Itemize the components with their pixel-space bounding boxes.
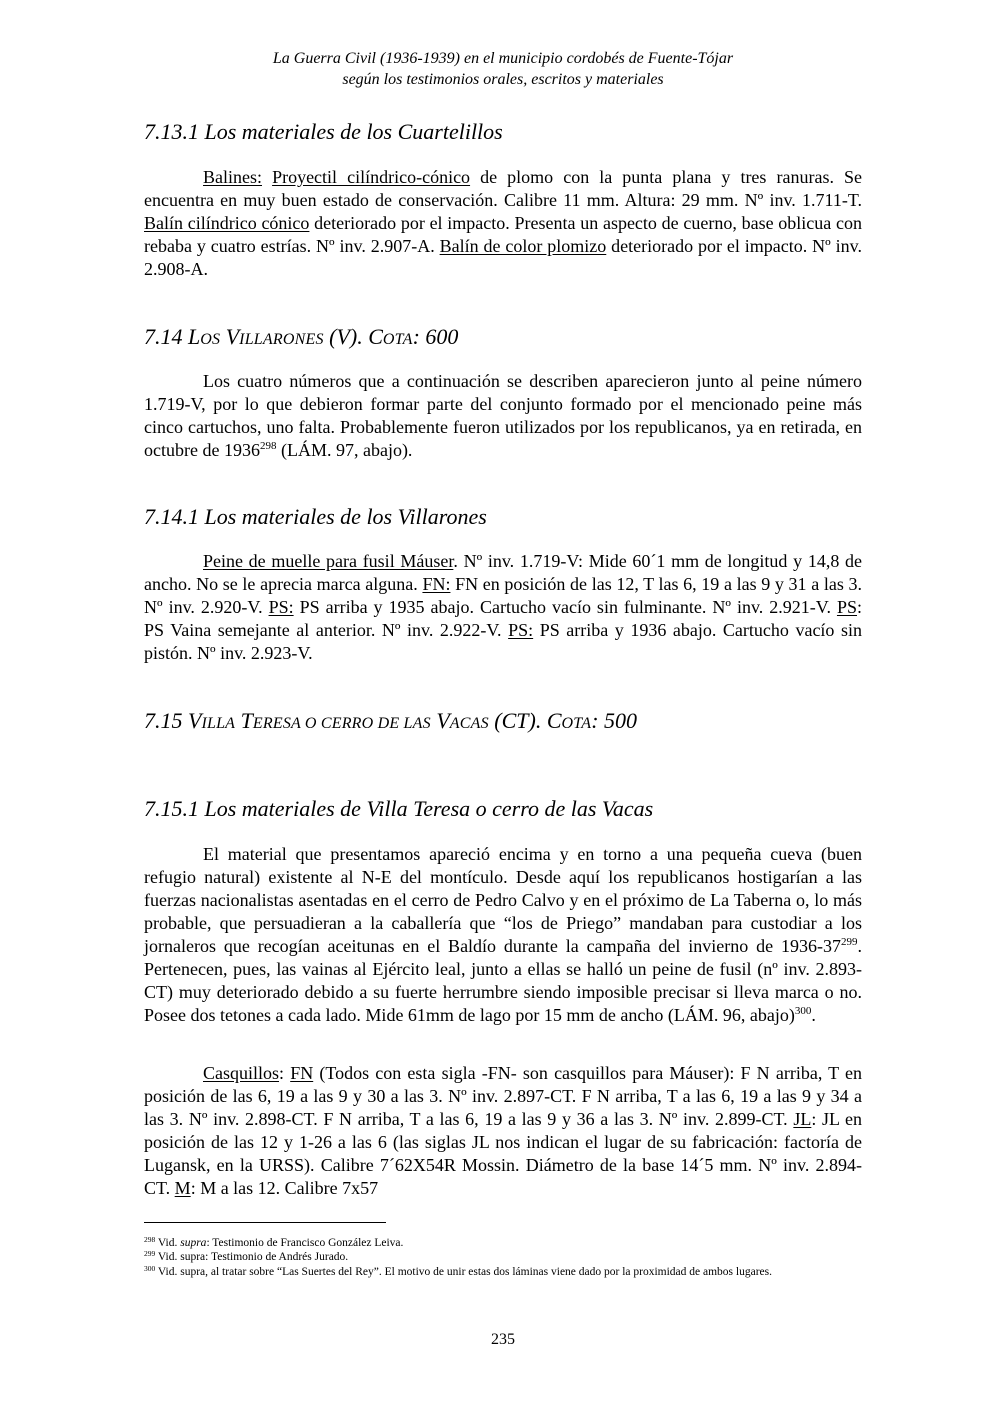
footnote-ref-298: 298 [259,440,277,452]
term-casquillos: Casquillos [203,1063,280,1083]
footnote-ref-300: 300 [794,1005,812,1017]
paragraph-peine: Peine de muelle para fusil Máuser. Nº inv. 1.719-V: Mide 60´1 mm de longitud y 14,8 de ancho. No se le aprecia marca alguna. FN: FN en posición de las 12, T las 6, 19 a las 9 y 31 a las 3. Nº inv. 2.920-V. PS: PS arriba y 1935 abajo. Cartucho vacío sin fulminante. Nº inv. 2.921-V. PS: PS Vaina semejante al anterior. Nº inv. 2.922-V. PS: PS arriba y 1936 abajo. Cartucho vacío sin pistón. Nº inv. 2.923-V. [144,551,862,663]
term-peine: Peine de muelle para fusil Máuser [203,551,454,571]
term-m: M [174,1178,191,1198]
footnote-300: $^{300}$ Vid. supra, al tratar sobre “Las Suertes del Rey”. El motivo de unir estas dos láminas viene dado por la proximidad de ambos lugares. [144,1264,772,1278]
term-jl: JL [793,1109,812,1129]
term-balin-cilindrico: Balín cilíndrico cónico [144,213,310,233]
term-proyectil: Proyectil cilíndrico-cónico [272,167,471,187]
term-balin-plomizo: Balín de color plomizo [439,236,607,256]
footnote-299: $^{299}$ Vid. supra: Testimonio de Andrés Jurado. [144,1249,349,1263]
heading-7-13-1: 7.13.1 Los materiales de los Cuartelillos [144,119,503,144]
footnote-separator [144,1222,386,1223]
page-number: 235 [491,1331,515,1348]
term-fn: FN: [422,574,451,594]
paragraph-villa-teresa: El material que presentamos apareció encima y en torno a una pequeña cueva (buen refugio natural) existente al N-E del montículo. Desde aquí los republicanos hostigarían a las fuerzas nacionalistas asentadas en el cerro de Pedro Calvo y en el próximo de La Taberna o, lo más probable, que persuadieran a la caballería que “los de Priego” mandaban para custodiar a los jornaleros que recogían aceitunas en el Baldío durante la campaña del invierno de $1936-37^{299}$. Pertenecen, pues, las vainas al Ejército leal, junto a ellas se halló un peine de fusil (nº inv. 2.893-CT) muy deteriorado debido a su fuerte herrumbre siendo imposible precisar si lleva marca o no. Posee dos tetones a cada lado. Mide 61mm de lago por 15 mm de ancho (LÁM. 96, abajo)$^{300}$. [144,844,862,1025]
header-line-1: La Guerra Civil (1936-1939) en el municipio cordobés de Fuente-Tójar [272,50,734,67]
heading-7-15: 7.15 VILLA TERESA O CERRO DE LAS VACAS (CT). COTA: 500 [144,708,638,733]
header-line-2: según los testimonios orales, escritos y materiales [342,71,664,88]
footnote-298: $^{298}$ Vid. supra: Testimonio de Francisco González Leiva. [144,1235,404,1249]
term-ps-1: PS: [268,597,294,617]
term-fn-casquillos: FN [290,1063,314,1083]
term-ps-2: PS [836,597,857,617]
term-ps-3: PS: [508,620,534,640]
running-header [144,48,862,90]
heading-7-14: 7.14 LOS VILLARONES (V). COTA: 600 [144,324,459,349]
term-balines: Balines: [203,167,262,187]
heading-7-15-1: 7.15.1 Los materiales de Villa Teresa o cerro de las Vacas [144,796,654,821]
heading-7-14-1: 7.14.1 Los materiales de los Villarones [144,504,487,529]
paragraph-balines: Balines: Proyectil cilíndrico-cónico de plomo con la punta plana y tres ranuras. Se encuentra en muy buen estado de conservación. Calibre 11 mm. Altura: 29 mm. Nº inv. 1.711-T. Balín cilíndrico cónico deteriorado por el impacto. Presenta un aspecto de cuerno, base oblicua con rebaba y cuatro estrías. Nº inv. 2.907-A. Balín de color plomizo deteriorado por el impacto. Nº inv. 2.908-A. [144,167,863,279]
footnote-ref-299: 299 [841,936,858,948]
paragraph-casquillos: Casquillos: FN (Todos con esta sigla -FN- son casquillos para Máuser): F N arriba, T en posición de las 6, 19 a las 9 y 30 a las 3. Nº inv. 2.897-CT. F N arriba, T a las 6, 19 a las 9 y 34 a las 3. Nº inv. 2.898-CT. F N arriba, T a las 6, 19 a las 9 y 36 a las 3. Nº inv. 2.899-CT. JL: JL en posición de las 12 y 1-26 a las 6 (las siglas JL nos indican el lugar de su fabricación: factoría de Lugansk, en la URSS). Calibre 7´62X54R Mossin. Diámetro de la base 14´5 mm. Nº inv. 2.894-CT. M: M a las 12. Calibre 7x57 [144,1063,862,1198]
paragraph-villarones-intro: Los cuatro números que a continuación se describen aparecieron junto al peine número 1.719-V, por lo que debieron formar parte del conjunto formado por el mencionado peine más cinco cartuchos, uno falta. Probablemente fueron utilizados por los republicanos, ya en retirada, en octubre de 1936$^{298}$ (LÁM. 97, abajo). [144,371,862,460]
